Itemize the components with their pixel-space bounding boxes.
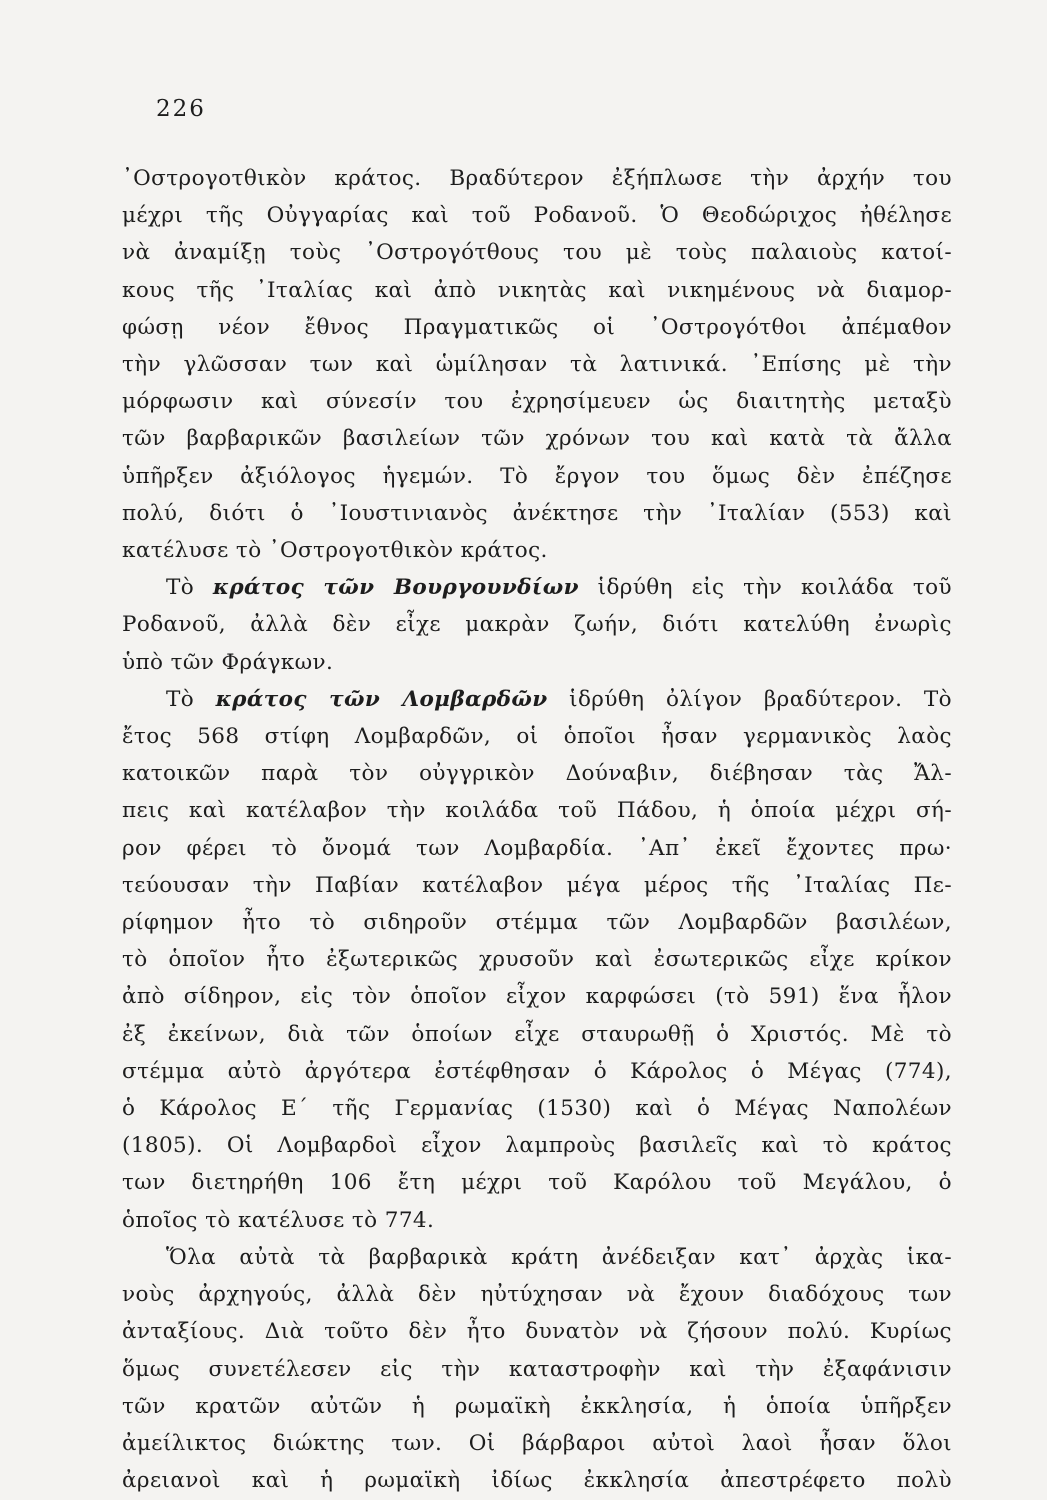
text-line: πεις καὶ κατέλαβον τὴν κοιλάδα τοῦ Πάδου, ἡ ὁποία μέχρι σή- [122,798,952,824]
text-line: τεύουσαν τὴν Παβίαν κατέλαβον μέγα μέρος τῆς ᾿Ιταλίας Πε- [122,872,952,898]
text-line: (1805). Οἱ Λομβαρδοὶ εἶχον λαμπροὺς βασιλεῖς καὶ τὸ κράτος [122,1133,952,1159]
text-line: ὁ Κάρολος Ε΄ τῆς Γερμανίας (1530) καὶ ὁ Μέγας Ναπολέων [122,1096,952,1122]
text-line: ἔτος 568 στίφη Λομβαρδῶν, οἱ ὁποῖοι ἦσαν γερμανικὸς λαὸς [122,724,952,750]
text-line: ρον φέρει τὸ ὄνομά των Λομβαρδία. ᾿Απ᾿ ἐκεῖ ἔχοντες πρω· [122,835,952,861]
text-line: τὸ ὁποῖον ἦτο ἐξωτερικῶς χρυσοῦν καὶ ἐσωτερικῶς εἶχε κρίκον [122,947,952,973]
text-line: νοὺς ἀρχηγούς, ἀλλὰ δὲν ηὐτύχησαν νὰ ἔχουν διαδόχους των [122,1282,952,1308]
text-line: κους τῆς ᾿Ιταλίας καὶ ἀπὸ νικητὰς καὶ νικημένους νὰ διαμορ- [122,277,952,303]
text-line: ὅμως συνετέλεσεν εἰς τὴν καταστροφὴν καὶ τὴν ἐξαφάνισιν [122,1356,952,1382]
text-line: ἀνταξίους. Διὰ τοῦτο δὲν ἦτο δυνατὸν νὰ ζήσουν πολύ. Κυρίως [122,1319,952,1345]
text-line: τῶν κρατῶν αὐτῶν ἡ ρωμαϊκὴ ἐκκλησία, ἡ ὁποία ὑπῆρξεν [122,1393,952,1419]
text-line: μόρφωσιν καὶ σύνεσίν του ἐχρησίμευεν ὡς διαιτητὴς μεταξὺ [122,389,952,415]
text-line: τὴν γλῶσσαν των καὶ ὡμίλησαν τὰ λατινικά. ᾿Επίσης μὲ τὴν [122,352,952,378]
section-heading: κράτος τῶν Βουργουνδίων [212,575,579,601]
text-line: ὑπῆρξεν ἀξιόλογος ἡγεμών. Τὸ ἔργον του ὅμως δὲν ἐπέζησε [122,463,952,489]
text-line: ἀπὸ σίδηρον, εἰς τὸν ὁποῖον εἶχον καρφώσει (τὸ 591) ἕνα ἧλον [122,984,952,1010]
text-line: νὰ ἀναμίξῃ τοὺς ᾿Οστρογότθους του μὲ τοὺς παλαιοὺς κατοί- [122,240,952,266]
text-line: ρίφημον ἦτο τὸ σιδηροῦν στέμμα τῶν Λομβαρδῶν βασιλέων, [122,910,952,936]
text-line: μέχρι τῆς Οὐγγαρίας καὶ τοῦ Ροδανοῦ. Ὁ Θεοδώριχος ἠθέλησε [122,203,952,229]
body-text [122,160,952,1499]
text-line: ὑπὸ τῶν Φράγκων. [122,649,334,675]
section-heading: κράτος τῶν Λομβαρδῶν [215,686,548,712]
text-line: Τὸ κράτος τῶν Λομβαρδῶν ἱδρύθη ὀλίγον βραδύτερον. Τὸ [166,686,952,712]
text-line: των διετηρήθη 106 ἔτη μέχρι τοῦ Καρόλου τοῦ Μεγάλου, ὁ [122,1170,952,1196]
text-line: κατοικῶν παρὰ τὸν οὐγγρικὸν Δούναβιν, διέβησαν τὰς Ἄλ- [122,761,952,787]
text-line: στέμμα αὐτὸ ἀργότερα ἐστέφθησαν ὁ Κάρολος ὁ Μέγας (774), [122,1058,952,1084]
text-line: Ροδανοῦ, ἀλλὰ δὲν εἶχε μακρὰν ζωήν, διότι κατελύθη ἐνωρὶς [122,612,952,638]
text-line: πολύ, διότι ὁ ᾿Ιουστινιανὸς ἀνέκτησε τὴν ᾿Ιταλίαν (553) καὶ [122,500,952,526]
text-line: ἀρειανοὶ καὶ ἡ ρωμαϊκὴ ἰδίως ἐκκλησία ἀπεστρέφετο πολὺ [122,1468,952,1494]
text-line: τῶν βαρβαρικῶν βασιλείων τῶν χρόνων του καὶ κατὰ τὰ ἄλλα [122,426,952,452]
text-line: ὁποῖος τὸ κατέλυσε τὸ 774. [122,1207,435,1233]
text-line: Τὸ κράτος τῶν Βουργουνδίων ἱδρύθη εἰς τὴν κοιλάδα τοῦ [166,575,952,601]
text-line: κατέλυσε τὸ ᾿Οστρογοτθικὸν κράτος. [122,538,548,564]
page-number: 226 [156,96,206,122]
text-line: ἐξ ἐκείνων, διὰ τῶν ὁποίων εἶχε σταυρωθῇ ὁ Χριστός. Μὲ τὸ [122,1021,952,1047]
text-line: ἀμείλικτος διώκτης των. Οἱ βάρβαροι αὐτοὶ λαοὶ ἦσαν ὅλοι [122,1430,952,1456]
text-line: φώσῃ νέον ἔθνος Πραγματικῶς οἱ ᾿Οστρογότθοι ἀπέμαθον [122,314,952,340]
text-line: Ὅλα αὐτὰ τὰ βαρβαρικὰ κράτη ἀνέδειξαν κατ᾿ ἀρχὰς ἱκα- [166,1244,952,1270]
text-line: ᾿Οστρογοτθικὸν κράτος. Βραδύτερον ἐξήπλωσε τὴν ἀρχήν του [122,166,952,191]
